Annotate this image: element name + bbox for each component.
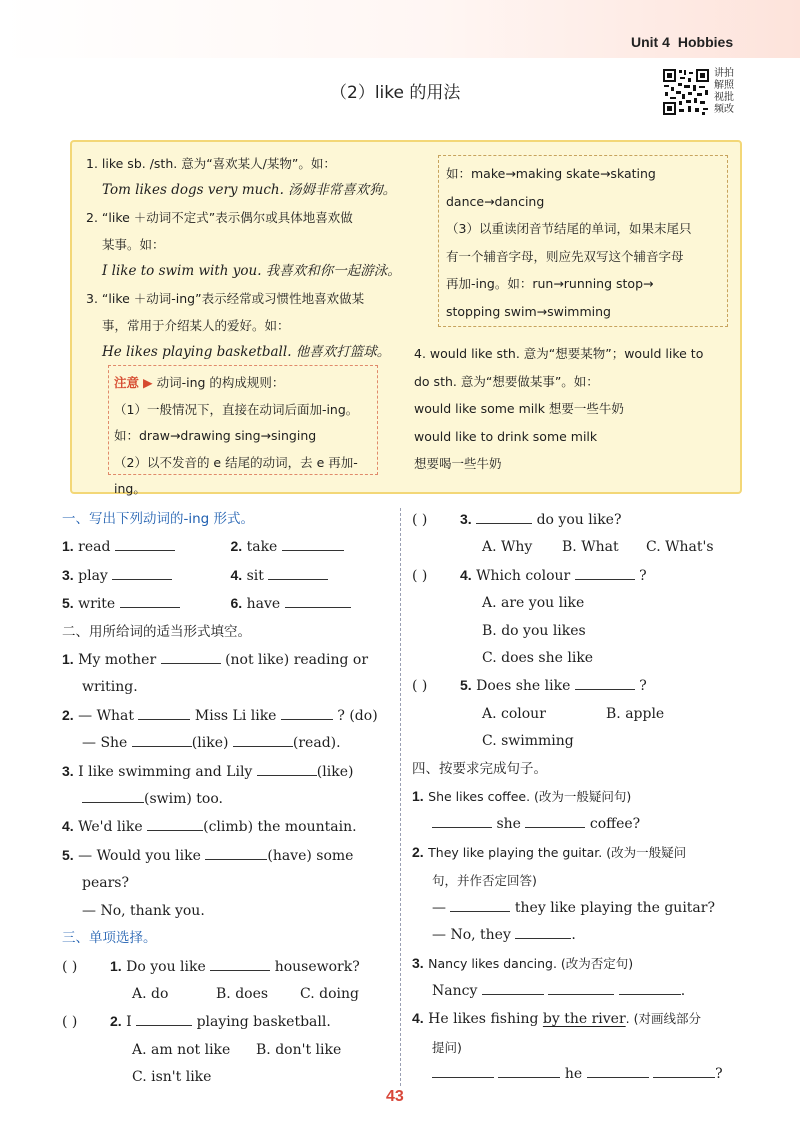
note-line: stopping swim→swimming — [446, 303, 611, 319]
part3-q2-options: A. am not like B. don't like — [132, 1041, 342, 1058]
part3-heading: 三、单项选择。 — [62, 930, 157, 947]
part2-q4: 4. We'd like (climb) the mountain. — [62, 818, 357, 836]
part1-row: 3. play 4. sit — [62, 562, 392, 590]
answer-blank[interactable] — [476, 509, 532, 524]
answer-blank[interactable] — [233, 732, 293, 747]
part4-q2: 2. They like playing the guitar. (改为一般疑问 — [412, 843, 687, 860]
answer-blank[interactable] — [515, 924, 571, 939]
answer-blank[interactable] — [432, 1063, 494, 1078]
answer-blank[interactable] — [132, 732, 192, 747]
note-line: would like some milk 想要一些牛奶 — [414, 401, 624, 416]
answer-blank[interactable] — [653, 1063, 715, 1078]
underlined-phrase: by the river — [542, 1011, 626, 1028]
answer-blank[interactable] — [120, 593, 180, 608]
part3-q2-options: C. isn't like — [132, 1069, 212, 1086]
caution-text — [114, 370, 378, 503]
part4-q1-answer: she coffee? — [412, 811, 738, 838]
answer-blank[interactable] — [268, 565, 328, 580]
note-line: 再加-ing。如：run→running stop→ — [446, 276, 654, 291]
note-line: He likes playing basketball. 他喜欢打篮球。 — [102, 344, 391, 360]
part2-q1: 1. My mother (not like) reading or — [62, 651, 369, 669]
answer-blank[interactable] — [82, 788, 144, 803]
part4-q1: 1. She likes coffee. (改为一般疑问句) — [412, 788, 632, 805]
part3-q5: ( ) 5. Does she like ? — [412, 677, 647, 695]
part3-q4-option[interactable]: B. do you likes — [482, 622, 586, 639]
note-line: （3）以重读闭音节结尾的单词，如果末尾只 — [446, 221, 692, 236]
exercise-left-column — [62, 506, 392, 1092]
part4-heading: 四、按要求完成句子。 — [412, 760, 547, 777]
answer-blank[interactable] — [498, 1063, 560, 1078]
part3-q5-options: A. colour B. apple — [482, 705, 665, 722]
part2-q1-cont: writing. — [82, 679, 138, 696]
part2-q2: 2. — What Miss Li like ? (do) — [62, 706, 378, 724]
qr-code-icon — [662, 68, 710, 116]
part3-q3-options: A. Why B. What C. What's — [482, 539, 714, 556]
part2-q3-cont: (swim) too. — [62, 786, 392, 813]
part1-row: 1. read 2. take — [62, 533, 392, 561]
part3-q5-option[interactable]: C. swimming — [482, 733, 574, 750]
answer-blank[interactable] — [548, 980, 614, 995]
answer-blank[interactable] — [281, 705, 333, 720]
grammar-notes-right — [446, 160, 730, 325]
answer-blank[interactable] — [482, 980, 544, 995]
section-title: （2）like 的用法 — [330, 83, 461, 103]
part2-q3: 3. I like swimming and Lily (like) — [62, 762, 354, 780]
part3-q4-option[interactable]: A. are you like — [482, 595, 585, 612]
answer-blank[interactable] — [112, 565, 172, 580]
caution-line: （2）以不发音的 e 结尾的动词，去 e 再加-ing。 — [114, 454, 358, 496]
part4-q4-cont: 提问) — [432, 1039, 462, 1055]
part4-q4-answer: he ? — [412, 1061, 738, 1088]
part3-q1: ( ) 1. Do you like housework? — [62, 957, 360, 975]
note-line: 某事。如： — [102, 237, 165, 252]
page-number: 43 — [386, 1088, 404, 1105]
answer-blank[interactable] — [147, 816, 203, 831]
grammar-notes-left — [86, 150, 406, 366]
qr-label: 讲拍 解照 视批 频改 — [714, 68, 734, 115]
note-line: dance→dancing — [446, 193, 545, 209]
note-line: 事，常用于介绍某人的爱好。如： — [102, 318, 290, 333]
note-line: 2. “like ＋动词不定式”表示偶尔或具体地喜欢做 — [86, 210, 353, 225]
note-line: 1. like sb. /sth. 意为“喜欢某人/某物”。如： — [86, 156, 336, 171]
answer-blank[interactable] — [282, 536, 344, 551]
part1-heading: 一、写出下列动词的-ing 形式。 — [62, 511, 255, 527]
answer-blank[interactable] — [138, 705, 190, 720]
answer-blank[interactable] — [161, 649, 221, 664]
part1-row: 5. write 6. have — [62, 590, 392, 618]
unit-label: Unit 4 — [631, 34, 670, 50]
part2-heading: 二、用所给词的适当形式填空。 — [62, 623, 251, 640]
part4-q4: 4. He likes fishing by the river. (对画线部分 — [412, 1010, 701, 1028]
answer-blank[interactable] — [285, 593, 351, 608]
answer-blank[interactable] — [257, 761, 317, 776]
part3-q4-option[interactable]: C. does she like — [482, 650, 594, 667]
answer-blank[interactable] — [587, 1063, 649, 1078]
answer-blank[interactable] — [619, 980, 681, 995]
part2-q5: 5. — Would you like (have) some — [62, 846, 354, 864]
exercise-right-column — [412, 506, 738, 1089]
note-line: 如：make→making skate→skating — [446, 166, 656, 181]
answer-blank[interactable] — [432, 813, 492, 828]
answer-blank[interactable] — [115, 536, 175, 551]
note-line: Tom likes dogs very much. 汤姆非常喜欢狗。 — [102, 182, 397, 198]
note-line: 4. would like sth. 意为“想要某物”；would like to — [414, 346, 704, 361]
note-line: I like to swim with you. 我喜欢和你一起游泳。 — [102, 263, 401, 279]
caution-label: 注意 — [114, 375, 140, 390]
part3-q1-options: A. do B. does C. doing — [132, 985, 359, 1002]
answer-blank[interactable] — [525, 813, 585, 828]
part2-q5-reply: — No, thank you. — [82, 902, 205, 919]
unit-title: Hobbies — [677, 34, 734, 50]
unit-header — [631, 34, 741, 50]
part4-q2-reply: — No, they . — [412, 922, 738, 949]
part4-q2-answer: — they like playing the guitar? — [412, 895, 738, 922]
part4-q2-cont: 句，并作否定回答) — [432, 873, 537, 889]
note-line: do sth. 意为“想要做某事”。如： — [414, 373, 599, 389]
note-line: 3. “like ＋动词-ing”表示经常或习惯性地喜欢做某 — [86, 291, 365, 306]
answer-blank[interactable] — [210, 956, 270, 971]
part4-q3-answer: Nancy . — [412, 978, 738, 1005]
answer-blank[interactable] — [575, 565, 635, 580]
grammar-notes-right-extra — [414, 340, 734, 478]
part3-q2: ( ) 2. I playing basketball. — [62, 1013, 331, 1031]
caution-title: 动词-ing 的构成规则： — [156, 375, 285, 390]
note-line: 有一个辅音字母，则应先双写这个辅音字母 — [446, 248, 684, 264]
note-line: 想要喝一些牛奶 — [414, 456, 502, 471]
part3-q3: ( ) 3. do you like? — [412, 511, 622, 528]
answer-blank[interactable] — [136, 1011, 192, 1026]
answer-blank[interactable] — [575, 675, 635, 690]
column-divider — [400, 508, 401, 1086]
answer-blank[interactable] — [205, 845, 267, 860]
caution-line: 如：draw→drawing sing→singing — [114, 428, 317, 443]
caution-line: （1）一般情况下，直接在动词后面加-ing。 — [114, 401, 359, 417]
answer-blank[interactable] — [450, 897, 510, 912]
part3-q4: ( ) 4. Which colour ? — [412, 566, 647, 584]
part2-q5-cont: pears? — [82, 875, 129, 892]
note-line: would like to drink some milk — [414, 428, 598, 444]
caution-arrow-icon: ▶ — [143, 375, 153, 390]
part2-q2-cont: — She (like) (read). — [62, 730, 392, 757]
part4-q3: 3. Nancy likes dancing. (改为否定句) — [412, 954, 634, 971]
